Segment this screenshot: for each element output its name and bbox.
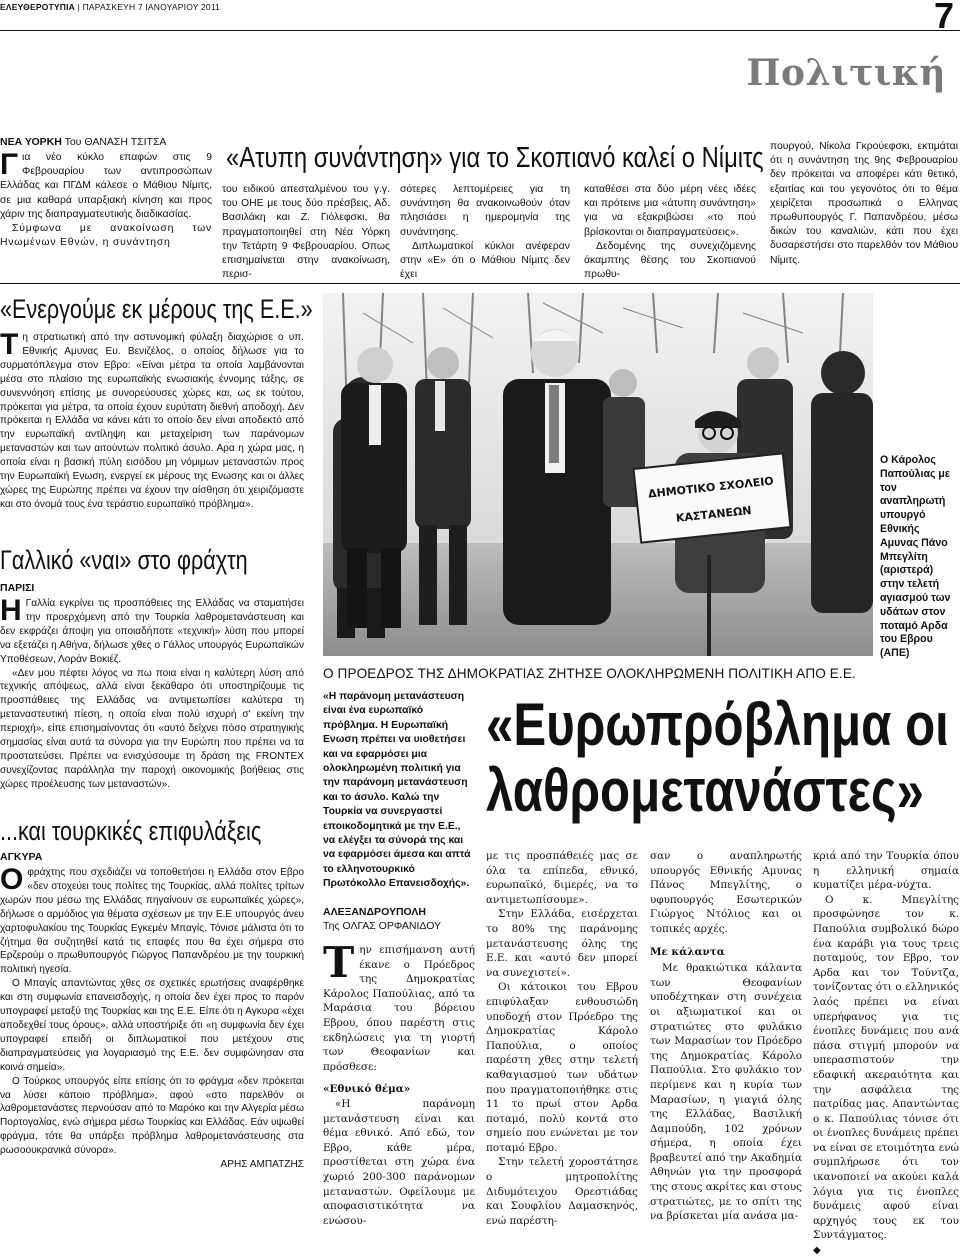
main-column-4 — [813, 849, 959, 1259]
eu-body: η στρατιωτική από την αστυνομική φύλαξη διαχώρισε ο υπ. Εθνικής Αμυνας Ευ. Βενιζέλος, ο οποίος δήλωσε για το συρματόπλεγμα στον Εβρο: «Είναι μέτρα τα οποία λαμβάνονται μέσα στο πλαίσιο της ευρωπαϊκής ενωσιακής έννομης τάξης, σε συνεννόηση επίσης με συνορεύουσες χώρες και, ως εκ τούτου, πρόκειται για μέτρα, τα οποία έχουν ευρύτατη διεθνή αποδοχή. Δεν πρόκειται η Ελλάδα να κάνει κάτι το οποίο δεν είναι αποδεκτό από την ευρωπαϊκή αντίληψη και μεταχείριση των παράνομων μεταναστών και των αιτούντων πολιτικό άσυλο. Αρα η χώρα μας, η οποία είναι η βασική πύλη εισόδου μη νόμιμων μεταναστών προς την Ευρωπαϊκή Ενωση, ενεργεί εκ μέρους της Ενωσης και οι άλλες χώρες της Ευρώπης πρέπει να έχουν την αίσθηση ότι χειριζόμαστε και στο όνομά τους ένα τεράστιο ευρωπαϊκό πρόβλημα». — [0, 332, 304, 510]
main-dropcap: Τ — [323, 938, 355, 987]
nimitz-col3b-text: Διπλωματικοί κύκλοι ανέφεραν στην «Ε» ότι ο Μάθιου Νίμιτς δεν έχει — [400, 240, 570, 281]
nimitz-col1b-text: Σύμφωνα με ανακοίνωση των Ηνωμένων Εθνών, η συνάντηση — [0, 223, 212, 249]
header-rule — [0, 30, 960, 31]
eu-headline: «Ενεργούμε εκ μέρους της Ε.Ε.» — [0, 294, 313, 324]
france-article-text — [0, 594, 304, 792]
main-col3b: Με θρακιώτικα κάλαντα των Θεοφανίων υποδέχτηκαν στη συνέχεια οι αξιωματικοί και οι στρατιώτες στο φυλάκιο των Μαρασίων τον Πρόεδρο της Δημοκρατίας Κάρολο Παπούλια. Στο φυλάκιο τον περίμενε και η κυρία των Μαρασίων, η γιαγιά όλης της Ελλάδας, Βασιλική Δαμπούδη, 102 χρόνων σήμερα, η οποία έχει βραβευτεί από την Ακαδημία Αθηνών για την προσφορά της στους ακρίτες και στους στρατιώτες, με το σπίτι της να βρίσκεται μία ανάσα μα- — [650, 962, 802, 1223]
nimitz-column-1 — [0, 148, 212, 250]
main-col1b: «Η παράνομη μετανάστευση είναι και θέμα εθνικό. Από εδώ, τον Εβρο, κάθε μέρα, προστίθεται στη χώρα ένα χωριό 200-300 παράνομων μεταναστών. Οφείλουμε με αποφασιστικότητα να ενώσου- — [323, 1097, 475, 1227]
photo-illustration — [323, 293, 873, 656]
main-col4b: Ο κ. Μπεγλίτης προσφώνησε τον κ. Παπούλια συμβολικό δώρο ένα καράβι για τους τρεις ποταμούς, τον Εβρο, τον Αρδα και τον Τούντζα, τονίζοντας ότι ο ελληνικός λαός πρέπει να είναι υπερήφανος για τις ένοπλες δυνάμεις που ανά πάσα στιγμή μπορούν να υπερασπιστούν την εδαφική ακεραιότητα και την ασφάλεια της πατρίδας μας. Απαντώντας ο κ. Παπούλιας τόνισε ότι οι ένοπλες δυνάμεις πρέπει να είναι σε ετοιμότητα ενώ συμπλήρωσε ότι τον ικανοποιεί να ακούει καλά λόγια για τις ένοπλες δυνάμεις αφού είναι αρχηγός τους εκ του Συντάγματος. — [813, 893, 959, 1242]
france-headline: Γαλλικό «ναι» στο φράχτη — [0, 545, 248, 575]
nimitz-byline: Του ΘΑΝΑΣΗ ΤΣΙΤΣΑ — [64, 136, 167, 148]
nimitz-dateline-place: ΝΕΑ ΥΟΡΚΗ — [0, 136, 62, 148]
main-kicker: Ο ΠΡΟΕΔΡΟΣ ΤΗΣ ΔΗΜΟΚΡΑΤΙΑΣ ΖΗΤΗΣΕ ΟΛΟΚΛΗΡΩΜΕΝΗ ΠΟΛΙΤΙΚΗ ΑΠΟ Ε.Ε. — [323, 666, 856, 681]
france-headline-wrap — [0, 544, 310, 578]
main-summary: «Η παράνομη μετανάστευση είναι ένα ευρωπαϊκό πρόβλημα. Η Ευρωπαϊκή Ενωση πρέπει να υιοθετήσει και να εφαρμόσει μια ολοκληρωμένη πολιτική για την παράνομη μετανάστευση και το άσυλο. Καλώ την Τουρκία να συνεργαστεί εποικοδομητικά με την Ε.Ε., να ελέγξει τα σύνορά της και να εφαρμόσει άμεσα και απτά το ελληνοτουρκικό Πρωτόκολλο Επανεισδοχής». — [323, 691, 471, 890]
header-paper-line — [0, 2, 220, 12]
nimitz-col1-text: ια νέο κύκλο επαφών στις 9 Φεβρουαρίου των αντιπροσώπων Ελλάδας και ΠΓΔΜ κάλεσε ο Μάθιου Νίμιτς, σε μια καθαρά υπαρξιακή κίνηση και προς χάριν της διαπραγματευτικής διαδικασίας. — [0, 152, 212, 220]
main-subhead-2: Με κάλαντα — [650, 945, 725, 958]
main-headline-wrap — [486, 690, 956, 840]
school-sign — [634, 453, 791, 542]
nimitz-headline: «Ατυπη συνάντηση» για το Σκοπιανό καλεί ο Νίμιτς — [226, 142, 764, 174]
nimitz-dateline — [0, 136, 166, 148]
main-intro: ην επισήμανση αυτή έκανε ο Πρόεδρος της Δημοκρατίας Κάρολος Παπούλιας, από τα Μαράσια του βόρειου Εβρου, όπου παρέστη στις εκδηλώσεις για τη γιορτή των Θεοφανίων και πρόσθεσε: — [323, 944, 475, 1073]
eu-headline-wrap — [0, 293, 313, 329]
france-p1: Γαλλία εγκρίνει τις προσπάθειες της Ελλάδας να σταματήσει την προερχόμενη από την Τουρκία λαθρομετανάστευση και δεν εκφράζει άποψη για οποιαδήποτε «τεχνική» λύση που μπορεί να εξετάζει η Αθήνα, δήλωσε χθες ο Γάλλος υπουργός Ευρωπαϊκών Υποθέσεων, Λοράν Βοκιέζ. — [0, 598, 304, 665]
france-dateline: ΠΑΡΙΣΙ — [0, 582, 35, 594]
nimitz-col3-text: σότερες λεπτομέρειες για τη συνάντηση θα ανακοινωθούν όταν πλησιάσει η ημερομηνία της συνάντησης. — [400, 184, 570, 238]
news-photo — [323, 293, 873, 656]
nimitz-col4b-text: Δεδομένης της συνεχιζόμενης άκαμπτης θέσης του Σκοπιανού πρωθυ- — [584, 240, 756, 281]
main-col2d: Στην τελετή χοροστάτησε ο μητροπολίτης Διδυμότειχου Ορεστιάδας και Σουφλίου Δαμασκηνός, ενώ παρέστη- — [486, 1156, 638, 1227]
nimitz-dropcap: Γ — [0, 148, 19, 181]
main-col2c: Οι κάτοικοι του Εβρου επιφύλαξαν ενθουσιώδη υποδοχή στον Πρόεδρο της Δημοκρατίας Κάρολο Παπούλια, ο οποίος παρέστη χθες στην τελετή καθαγιασμού των υδάτων που πραγματοποιήθηκε στις 11 το πρωί στον Αρδα ποταμό, πολύ κοντά στο σημείο που ενώνεται με τον ποταμό Εβρο. — [486, 981, 638, 1154]
nimitz-headline-wrap — [226, 141, 764, 181]
turkey-headline-wrap — [0, 815, 310, 849]
main-headline-line-1: «Ευρωπρόβλημα οι — [486, 691, 949, 758]
france-dropcap: Η — [0, 594, 22, 627]
turkey-p3: Ο Τούρκος υπουργός είπε επίσης ότι το φράγμα «δεν πρόκειται να λύσει κάποιο πρόβλημα», αφού «στο παρελθόν οι λαθρομετανάστες περνούσαν από το Μαρόκο και την Αλγερία μέσω Πορτογαλίας, ενώ σήμερα μέσω Τουρκίας και Ελλάδας. Εάν υψωθεί φράγμα, τότε θα υπάρξει πρόβλημα λαθρομετανάστευσης στα ρωσοουκρανικά σύνορα». — [0, 1075, 304, 1157]
main-column-1 — [323, 938, 475, 1228]
turkey-dateline: ΑΓΚΥΡΑ — [0, 851, 43, 863]
photo-caption: Ο Κάρολος Παπούλιας με τον αναπληρωτή υπουργό Εθνικής Αμυνας Πάνο Μπεγλίτη (αριστερά) στην τελετή αγιασμού των υδάτων στον ποταμό Αρδα του Εβρου (ΑΠΕ) — [880, 454, 951, 660]
sign-line-2: ΚΑΣΤΑΝΕΩΝ — [675, 503, 753, 525]
nimitz-col4-text: καταθέσει στα δύο μέρη νέες ιδέες και πρότεινε μια «άτυπη συνάντηση» για να εξακριβώσει «το πού βρίσκονται οι διαπραγματεύσεις». — [584, 184, 756, 238]
main-subhead-1: «Εθνικό θέμα» — [323, 1083, 411, 1096]
main-col2a: με τις προσπάθειές μας σε όλα τα επίπεδα, εθνικό, ευρωπαϊκό, διμερές, να το αντιμετωπίσουμε». — [486, 850, 638, 906]
france-p2: «Δεν μου πέφτει λόγος να πω ποια είναι η καλύτερη λύση από τεχνικής απόψεως, αλλά είναι ξεκάθαρο ότι υποστηρίζουμε τις προσπάθειες της Ελλάδας να αντιμετωπίσει καλύτερα τη μεταναστευτική πίεση, η οποία είναι πολύ ισχυρή σ' εκείνη την περιοχή», είπε επισημαίνοντας ότι «αυτό δείχνει πόσο στρατηγικής σημασίας είναι αυτά τα σύνορα για την Ευρώπη που πρέπει να τα προστατεύσει. Πρέπει να ενισχύσουμε τη δράση της FRONTEX συνεχίζοντας παράλληλα την παροχή οικονομικής βοήθειας στις χώρες προέλευσης των μεταναστών». — [0, 667, 304, 790]
main-col4a: κριά από την Τουρκία όπου η ελληνική σημαία κυματίζει μέρα-νύχτα. — [813, 850, 959, 892]
turkey-p2: Ο Μπαγίς απαντώντας χθες σε σχετικές ερωτήσεις αναφέρθηκε και στη συμφωνία επανεισδοχής, η οποία δεν έχει προς το παρόν υπογραφεί μεταξύ της Τουρκίας και της Ε.Ε. Είπε ότι η Αγκυρα «έχει αποδεχθεί τους όρους», αλλά υποστήριξε ότι «η συμφωνία δεν έχει υπογραφεί επειδή οι διπλωματικοί που μετέχουν στις διαπραγματεύσεις για λογαριασμό της Ε.Ε. δεν συμφώνησαν στα κοινά σημεία». — [0, 978, 304, 1073]
section-title: Πολιτική — [746, 52, 946, 94]
turkey-dropcap: Ο — [0, 863, 24, 896]
nimitz-bottom-rule — [0, 283, 960, 284]
end-mark-icon: ◆ — [813, 1245, 821, 1257]
nimitz-column-2: του ειδικού απεσταλμένου του γ.γ. του ΟΗΕ με τους δύο πρέσβεις, Αδ. Βασιλάκη και Ζ. Γιόλεφσκι, θα πραγματοποιηθεί στη Νέα Υόρκη την Τετάρτη 9 Φεβρουαρίου. Οπως επισημαίνεται στην ανακοίνωση, περισ- — [222, 184, 390, 281]
turkey-article-text — [0, 863, 304, 1172]
turkey-byline: ΑΡΗΣ ΑΜΠΑΤΖΗΣ — [220, 1159, 304, 1171]
eu-dropcap: Τ — [0, 328, 19, 361]
nimitz-column-5: πουργού, Νίκολα Γκρούεφσκι, εκτιμάται ότι η συνάντηση της 9ης Φεβρουαρίου δεν πρόκειται να αποφέρει κάτι θετικό, εξαιτίας και του γεγονότος ότι το θέμα χειρίζεται προσωπικά ο Ελληνας πρωθυπουργός Γ. Παπανδρέου, μέσω δικών του καναλιών, κάτι που έχει δυσαρεστήσει στο παρελθόν τον Μάθιου Νίμιτς. — [770, 141, 958, 266]
sign-line-1: ΔΗΜΟΤΙΚΟ ΣΧΟΛΕΙΟ — [647, 474, 775, 501]
header-date: ΠΑΡΑΣΚΕΥΗ 7 ΙΑΝΟΥΑΡΙΟΥ 2011 — [82, 2, 221, 12]
main-byline: Της ΟΛΓΑΣ ΟΡΦΑΝΙΔΟΥ — [323, 920, 442, 932]
main-dateline: ΑΛΕΞΑΝΔΡΟΥΠΟΛΗ — [323, 906, 426, 918]
nimitz-column-4 — [584, 183, 756, 282]
page-number: 7 — [933, 0, 954, 36]
eu-article-text — [0, 328, 304, 512]
newspaper-name: ΕΛΕΥΘΕΡΟΤΥΠΙΑ — [0, 2, 76, 12]
main-col3a: σαν ο αναπληρωτής υπουργός Εθνικής Αμυνας Πάνος Μπεγλίτης, ο υφυπουργός Εσωτερικών Γιώργος Ντόλιος και οι τοπικές αρχές. — [650, 850, 802, 935]
turkey-p1: φράχτης που σχεδιάζει να τοποθετήσει η Ελλάδα στον Εβρο «δεν στοχεύει τους πολίτες της Τουρκίας, αλλά πολίτες τρίτων χωρών που μέσω της Ελλάδας πηγαίνουν σε ευρωπαϊκές χώρες», δήλωσε ο αρμόδιος για θέματα σχέσεων με την Ε.Ε υπουργός άνευ χαρτοφυλακίου της Τουρκίας Εγκεμέν Μπαγίς. Τόνισε μάλιστα ότι το ζήτημα θα συζητηθεί κατά τις επαφές που θα έχει σήμερα στο Ερζερούμ ο πρωθυπουργός Γιώργος Παπανδρέου με την τουρκική πολιτική ηγεσία. — [0, 867, 304, 976]
header-separator: | — [77, 2, 83, 12]
main-headline-line-2: λαθρομετανάστες» — [486, 757, 924, 824]
main-column-3 — [650, 849, 802, 1224]
main-column-2 — [486, 849, 638, 1228]
nimitz-column-3 — [400, 183, 570, 282]
main-col2b: Στην Ελλάδα, εισέρχεται το 80% της παράνομης μετανάστευσης όλης της Ε.Ε. και «αυτό δεν μπορεί να συνεχιστεί». — [486, 908, 638, 979]
turkey-headline: ...και τουρκικές επιφυλάξεις — [0, 816, 262, 846]
